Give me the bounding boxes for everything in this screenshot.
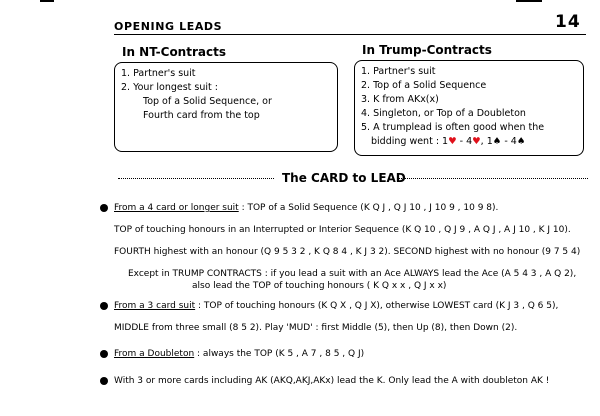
lead-line [114, 202, 498, 214]
lead-line [114, 348, 364, 360]
lead-line [114, 300, 558, 312]
spade-icon: ♠ [516, 136, 526, 147]
section-divider [398, 178, 588, 179]
trump-item: 2. Top of a Solid Sequence [361, 80, 487, 91]
bidding-text: - 4 [456, 136, 473, 147]
page-number: 14 [555, 12, 581, 32]
doubleton-label: From a Doubleton [114, 349, 195, 359]
doubleton-text: : always the TOP (K 5 , A 7 , 8 5 , Q J) [194, 349, 365, 359]
nt-contracts-box [114, 62, 338, 152]
bidding-text: bidding went : 1 [371, 136, 449, 147]
trump-item: 4. Singleton, or Top of a Doubleton [361, 108, 526, 119]
bullet-icon [100, 302, 108, 310]
except-trump-line-2: also lead the TOP of touching honours ( K Q x x , Q J x x) [192, 281, 447, 291]
top-edge-mark [40, 0, 54, 2]
except-trump-line: Except in TRUMP CONTRACTS : if you lead a suit with an Ace ALWAYS lead the Ace (A 5 4 3 , A Q 2), [128, 269, 577, 279]
trump-item: 5. A trumplead is often good when the [361, 122, 545, 133]
section-divider [118, 178, 274, 179]
heart-icon: ♥ [472, 136, 481, 147]
title-rule [114, 34, 586, 35]
trump-item-bidding [361, 135, 583, 149]
four-card-text: : TOP of a Solid Sequence (K Q J , Q J 10 , J 10 9 , 10 9 8). [238, 203, 499, 213]
trump-item: 1. Partner's suit [361, 66, 436, 77]
top-edge-mark [516, 0, 542, 2]
nt-item: 1. Partner's suit [121, 68, 196, 79]
nt-item: Fourth card from the top [143, 110, 260, 121]
trump-item: 3. K from AKx(x) [361, 94, 439, 105]
ak-line: With 3 or more cards including AK (AKQ,AKJ,AKx) lead the K. Only lead the A with doubleton AK ! [114, 376, 550, 386]
spade-icon: ♠ [492, 136, 502, 147]
nt-item: 2. Your longest suit : [121, 82, 218, 93]
mud-line: MIDDLE from three small (8 5 2). Play 'MUD' : first Middle (5), then Up (8), then Down (2). [114, 323, 518, 333]
four-card-label: From a 4 card or longer suit [114, 203, 239, 213]
fourth-highest-line: FOURTH highest with an honour (Q 9 5 3 2 , K Q 8 4 , K J 3 2). SECOND highest with no honour (9 7 5 4) [114, 247, 581, 257]
three-card-text: : TOP of touching honours (K Q X , Q J X), otherwise LOWEST card (K J 3 , Q 6 5), [195, 301, 559, 311]
bidding-text: , 1 [480, 136, 493, 147]
bullet-icon [100, 377, 108, 385]
bullet-icon [100, 204, 108, 212]
trump-contracts-title: In Trump-Contracts [362, 43, 492, 57]
bidding-text: - 4 [501, 136, 517, 147]
nt-item: Top of a Solid Sequence, or [143, 96, 272, 107]
three-card-label: From a 3 card suit [114, 301, 196, 311]
bullet-icon [100, 350, 108, 358]
nt-contracts-title: In NT-Contracts [122, 45, 226, 59]
trump-contracts-box [354, 60, 584, 156]
heart-icon: ♥ [448, 136, 457, 147]
section-title: The CARD to LEAD [282, 171, 406, 185]
page-title: OPENING LEADS [114, 20, 223, 33]
interrupted-line: TOP of touching honours in an Interrupted or Interior Sequence (K Q 10 , Q J 9 , A Q J , A J 10 , K J 10). [114, 225, 571, 235]
